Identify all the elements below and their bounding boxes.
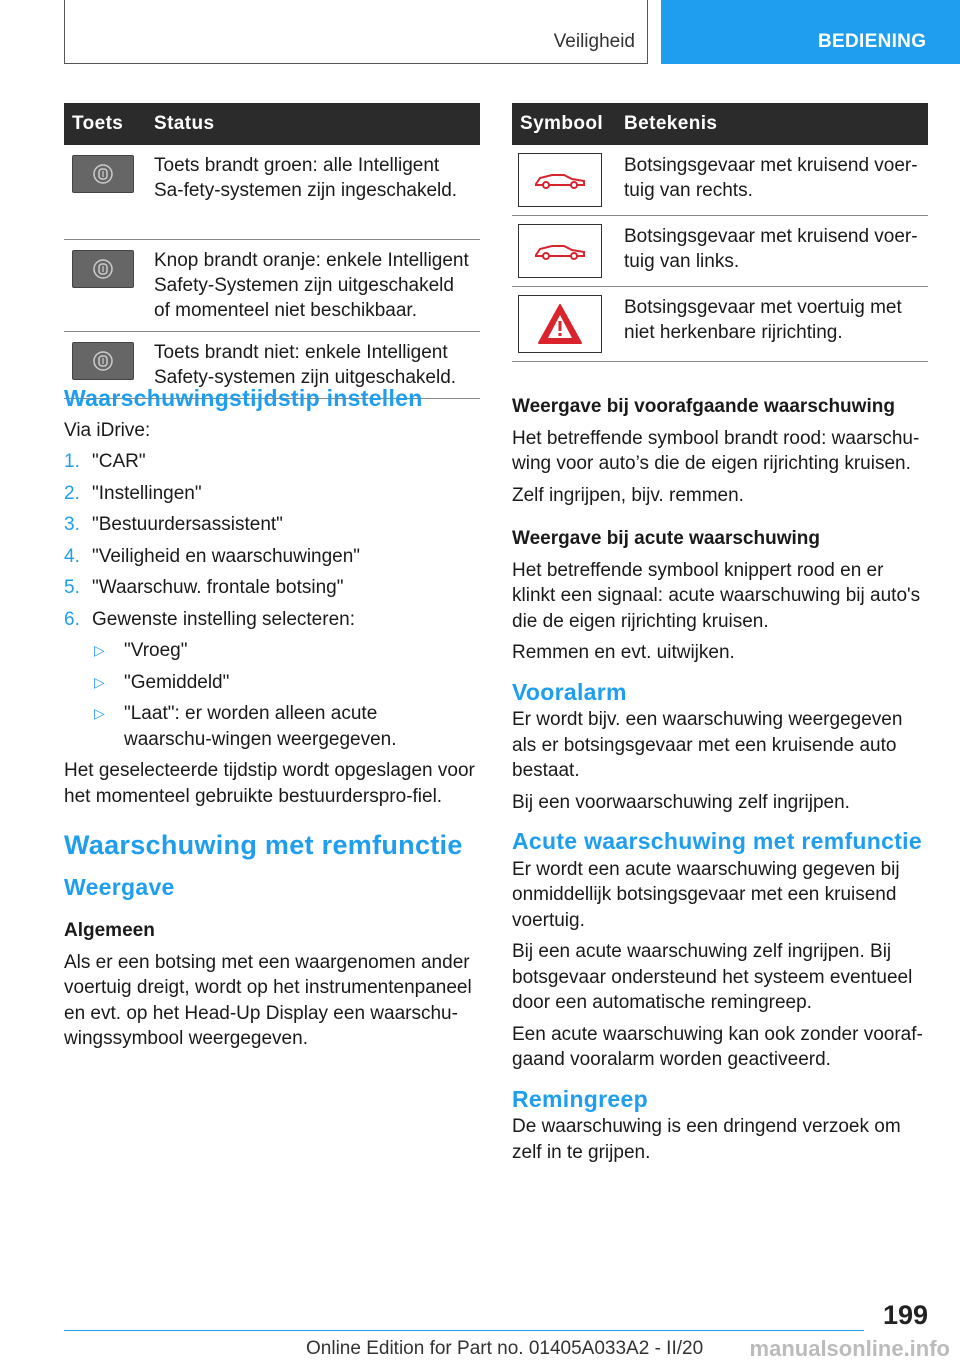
table-row <box>512 216 928 287</box>
acute-brake-note: Een acute waarschuwing kan ook zonder vooraf-gaand vooralarm worden geactiveerd. <box>512 1023 923 1070</box>
acute-brake-support: Bij een acute waarschuwing zelf ingrijpen. Bij botsgevaar ondersteund het systeem eventueel door een automatische remingreep. <box>512 941 913 1013</box>
heading-display: Weergave <box>64 873 175 900</box>
car-red-icon <box>518 224 602 278</box>
pre-warning-text: Het betreffende symbool brandt rood: waarschu-wing voor auto’s die de eigen rijrichting kruisen. <box>512 427 920 474</box>
saved-text: Het geselecteerde tijdstip wordt opgeslagen voor het momenteel gebruikte bestuurderspro-fiel. <box>64 760 475 807</box>
page-number: 199 <box>882 1300 928 1330</box>
row-text: Botsingsgevaar met kruisend voer-tuig van rechts. <box>616 145 928 216</box>
chapter-tab <box>661 0 960 64</box>
brake-intervention-text: De waarschuwing is een dringend verzoek om zelf in te grijpen. <box>512 1116 901 1163</box>
via-idrive-text: Via iDrive: <box>64 419 151 441</box>
symbol-table <box>512 103 928 362</box>
table-row <box>64 145 480 240</box>
acute-warning-text: Het betreffende symbool knippert rood en er klinkt een signaal: acute waarschuwing bij auto's die de eigen rijrichting kruisen. <box>512 559 921 632</box>
acute-warning-action: Remmen en evt. uitwijken. <box>512 642 735 663</box>
list-item: 4. "Veiligheid en waarschuwingen" <box>64 545 361 567</box>
table-header-symbol: Symbool <box>512 103 616 145</box>
left-column <box>64 386 480 1052</box>
subheading-acute-warning: Weergave bij acute waarschuwing <box>512 528 820 549</box>
heading-pre-alarm: Vooralarm <box>512 678 627 705</box>
row-text: Toets brandt groen: alle Intelligent Sa-fety-systemen zijn ingeschakeld. <box>146 145 480 240</box>
table-header-meaning: Betekenis <box>616 103 928 145</box>
pre-alarm-text: Er wordt bijv. een waarschuwing weergegeven als er botsingsgevaar met een kruisende auto bestaat. <box>512 709 903 781</box>
footer-divider <box>64 1330 864 1331</box>
pre-alarm-action: Bij een voorwaarschuwing zelf ingrijpen. <box>512 791 850 813</box>
table-row <box>64 240 480 332</box>
table-row <box>512 145 928 216</box>
edition-text: Online Edition for Part no. 01405A033A2 - II/20 <box>306 1338 704 1359</box>
subheading-pre-warning: Weergave bij voorafgaande waarschuwing <box>512 396 895 417</box>
intelligent-safety-button-icon <box>72 250 134 288</box>
table-header-key: Toets <box>64 103 146 145</box>
list-item: 1. "CAR" <box>64 451 146 472</box>
heading-warning-time: Waarschuwingstijdstip instellen <box>64 385 423 411</box>
row-text: Toets brandt niet: enkele Intelligent Safety-systemen zijn uitgeschakeld. <box>146 332 480 399</box>
intelligent-safety-button-icon <box>72 342 134 380</box>
car-red-icon <box>518 153 602 207</box>
section-title: Veiligheid <box>553 31 635 52</box>
table-header-status: Status <box>146 103 480 145</box>
list-item: ▷ "Laat": er worden alleen acute waarschu-wingen weergegeven. <box>64 701 480 752</box>
row-text: Knop brandt oranje: enkele Intelligent Safety-Systemen zijn uitgeschakeld of momenteel niet beschikbaar. <box>146 240 480 332</box>
pre-warning-action: Zelf ingrijpen, bijv. remmen. <box>512 484 744 506</box>
general-text: Als er een botsing met een waargenomen ander voertuig dreigt, wordt op het instrumentenpaneel en evt. op het Head-Up Display een waarschu-wingssymbool weergegeven. <box>64 951 472 1049</box>
list-item: ▷ "Vroeg" <box>64 638 480 664</box>
heading-brake-intervention: Remingreep <box>512 1085 648 1112</box>
row-text: Botsingsgevaar met kruisend voer-tuig van links. <box>616 216 928 287</box>
subheading-general: Algemeen <box>64 920 155 941</box>
list-item: ▷ "Gemiddeld" <box>64 670 480 696</box>
status-table <box>64 103 480 399</box>
row-text: Botsingsgevaar met voertuig met niet herkenbare rijrichting. <box>616 287 928 362</box>
triangle-bullet-icon: ▷ <box>94 673 105 690</box>
header-frame <box>64 0 648 64</box>
list-item: 2. "Instellingen" <box>64 482 202 504</box>
chapter-title: BEDIENING <box>818 31 927 52</box>
warning-triangle-icon <box>518 295 602 353</box>
triangle-bullet-icon: ▷ <box>94 642 105 658</box>
intelligent-safety-button-icon <box>72 155 134 193</box>
heading-brake-warning: Waarschuwing met remfunctie <box>64 830 463 860</box>
table-row <box>512 287 928 362</box>
watermark: manualsonline.info <box>749 1336 950 1361</box>
list-item: 5. "Waarschuw. frontale botsing" <box>64 577 344 598</box>
triangle-bullet-icon: ▷ <box>94 705 105 721</box>
list-item: 6. Gewenste instelling selecteren: <box>64 608 355 630</box>
steps-list <box>64 449 480 752</box>
acute-brake-text: Er wordt een acute waarschuwing gegeven bij onmiddellijk botsingsgevaar met een kruisend voertuig. <box>512 858 900 931</box>
heading-acute-brake: Acute waarschuwing met remfunctie <box>512 828 922 854</box>
right-column <box>512 394 928 1165</box>
list-item: 3. "Bestuurdersassistent" <box>64 514 283 535</box>
